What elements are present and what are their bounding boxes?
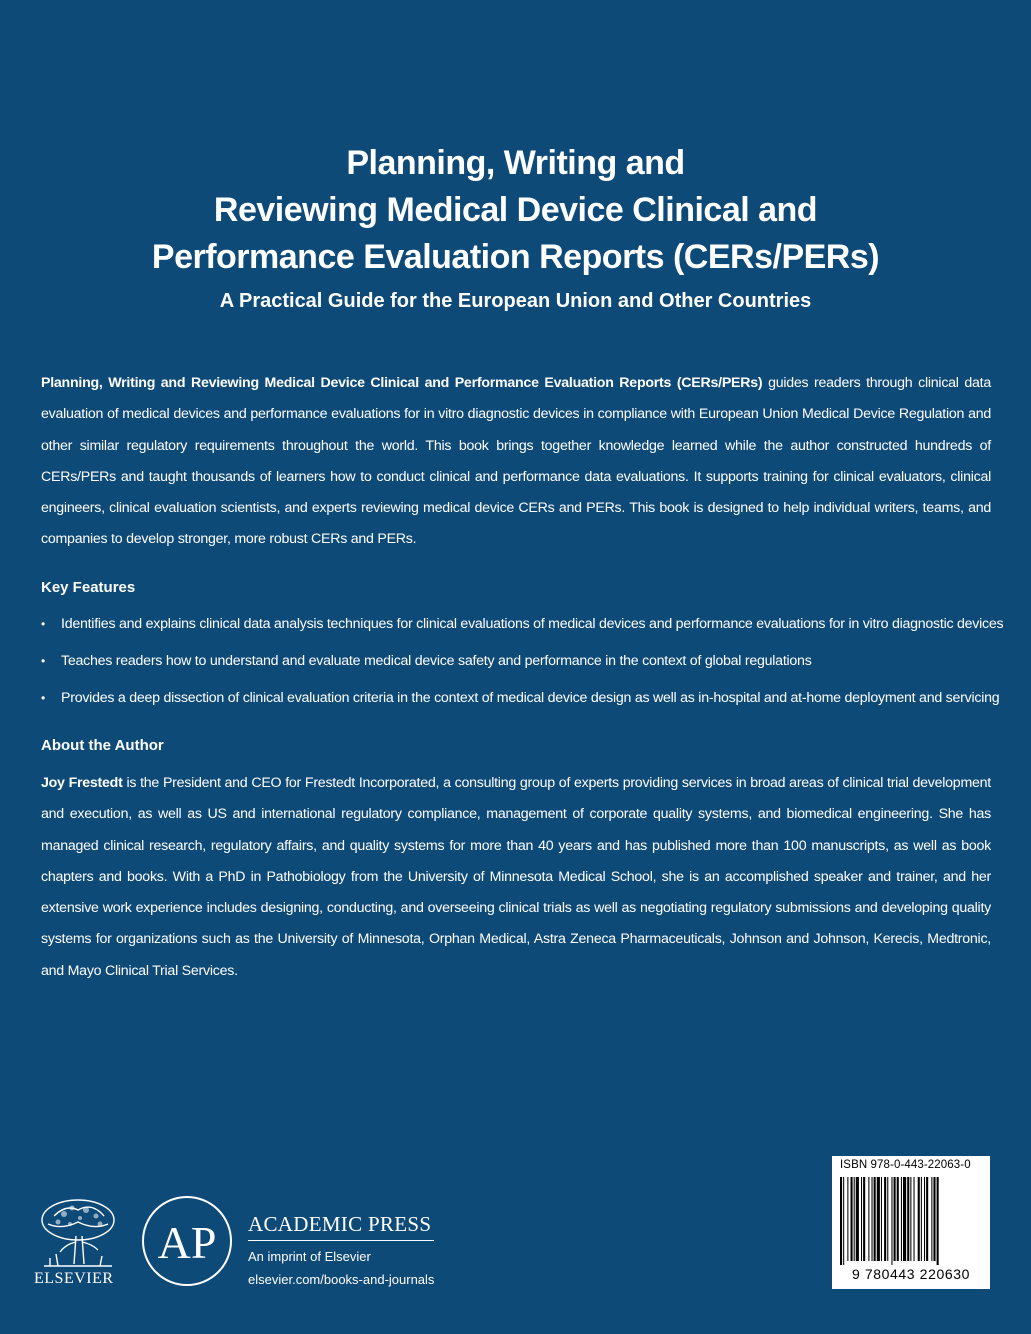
feature-text: Teaches readers how to understand and evaluate medical device safety and performance in the context of global regulations xyxy=(61,653,812,669)
academic-press-logo-icon xyxy=(140,1194,234,1288)
title-line-3: Performance Evaluation Reports (CERs/PERs) xyxy=(151,238,880,276)
title-line-2: Reviewing Medical Device Clinical and xyxy=(213,191,818,229)
isbn-digits: 9 780443 220630 xyxy=(852,1266,970,1282)
key-features-heading: Key Features xyxy=(41,579,136,596)
bullet-icon: • xyxy=(41,617,45,631)
feature-text: Identifies and explains clinical data analysis techniques for clinical evaluations of medical devices and performance evaluations for in vitro diagnostic devices xyxy=(61,616,1004,632)
key-features-list xyxy=(41,611,1004,722)
intro-book-title: Planning, Writing and Reviewing Medical Device Clinical and Performance Evaluation Reports (CERs/PERs) xyxy=(41,375,763,391)
isbn-barcode xyxy=(832,1156,990,1289)
bullet-icon: • xyxy=(41,654,45,668)
divider xyxy=(248,1240,434,1241)
publisher-url: elsevier.com/books-and-journals xyxy=(248,1272,435,1287)
academic-press-name: ACADEMIC PRESS xyxy=(248,1212,432,1236)
list-item xyxy=(41,648,996,675)
author-paragraph xyxy=(41,768,991,987)
intro-text: guides readers through clinical data evaluation of medical devices and performance evaluations for in vitro diagnostic devices in compliance with European Union Medical Device Regulation and other similar regulatory requirements throughout the world. This book brings together knowledge learned while the author constructed hundreds of CERs/PERs and taught thousands of learners how to conduct clinical and performance data evaluations. It supports training for clinical evaluators, clinical engineers, clinical evaluation scientists, and experts reviewing medical device CERs and PERs. This book is designed to help individual writers, teams, and companies to develop stronger, more robust CERs and PERs. xyxy=(41,375,991,548)
title-block xyxy=(0,140,1031,315)
subtitle: A Practical Guide for the European Union and Other Countries xyxy=(219,290,812,312)
author-name: Joy Frestedt xyxy=(41,775,123,791)
about-author-heading: About the Author xyxy=(41,737,164,754)
list-item xyxy=(41,685,1000,712)
author-text: is the President and CEO for Frestedt Incorporated, a consulting group of experts providing services in broad areas of clinical trial development and execution, as well as US and international regulatory compliance, management of corporate quality systems, and biomedical engineering. She has managed clinical research, regulatory affairs, and quality systems for more than 40 years and has published more than 100 manuscripts, as well as book chapters and books. With a PhD in Pathobiology from the University of Minnesota Medical School, she is an accomplished speaker and trainer, and her extensive work experience includes designing, conducting, and overseeing clinical trials as well as negotiating regulatory submissions and developing quality systems for organizations such as the University of Minnesota, Orphan Medical, Astra Zeneca Pharmaceuticals, Johnson and Johnson, Kerecis, Medtronic, and Mayo Clinical Trial Services. xyxy=(41,775,991,979)
list-item xyxy=(41,611,1004,638)
elsevier-wordmark: ELSEVIER xyxy=(34,1270,114,1287)
bullet-icon: • xyxy=(41,691,45,705)
elsevier-tree-logo-icon xyxy=(36,1196,120,1274)
publisher-logos xyxy=(30,1190,490,1300)
imprint-line: An imprint of Elsevier xyxy=(248,1249,371,1264)
ap-monogram: AP xyxy=(157,1217,217,1268)
intro-paragraph xyxy=(41,368,991,556)
isbn-label: ISBN 978-0-443-22063-0 xyxy=(840,1159,971,1171)
feature-text: Provides a deep dissection of clinical evaluation criteria in the context of medical device design as well as in-hospital and at-home deployment and servicing xyxy=(61,690,1000,706)
barcode-icon xyxy=(838,1177,984,1265)
title-line-1: Planning, Writing and xyxy=(346,144,685,182)
